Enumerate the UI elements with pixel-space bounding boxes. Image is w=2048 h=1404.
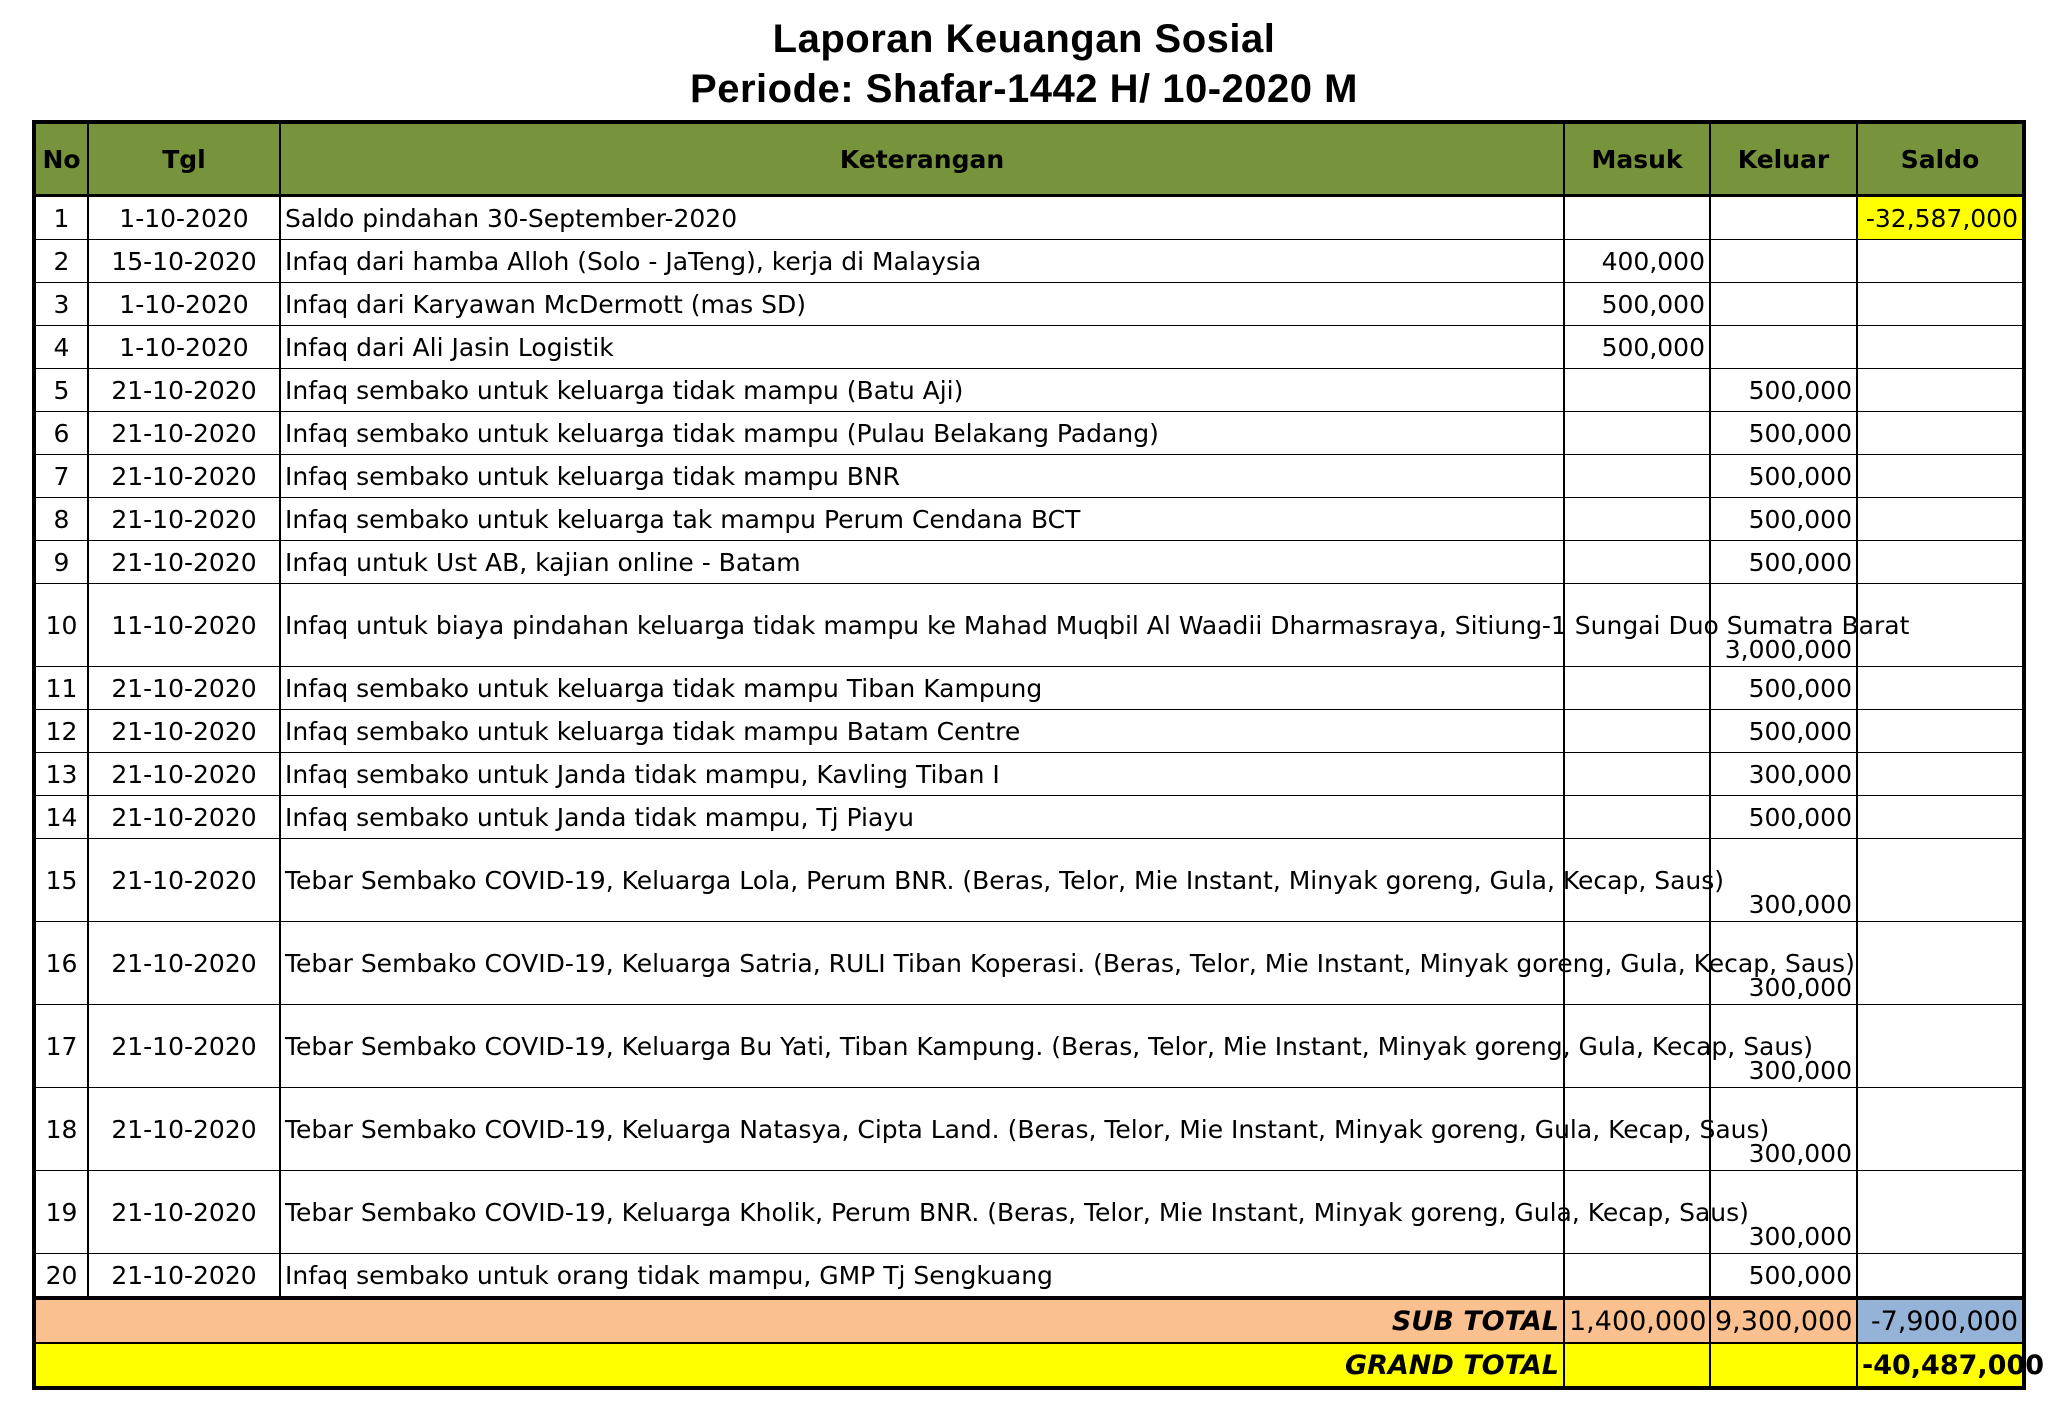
row-description: Infaq sembako untuk keluarga tak mampu Perum Cendana BCT — [280, 498, 1564, 541]
row-in — [1564, 196, 1710, 240]
row-description: Tebar Sembako COVID-19, Keluarga Satria, RULI Tiban Koperasi. (Beras, Telor, Mie Instant, Minyak goreng, Gula, Kecap, Saus) — [280, 922, 1564, 1005]
row-balance — [1857, 667, 2024, 710]
row-description: Infaq sembako untuk keluarga tidak mampu BNR — [280, 455, 1564, 498]
table-row — [34, 1171, 2024, 1254]
row-balance — [1857, 1005, 2024, 1088]
row-out: 300,000 — [1710, 1005, 1857, 1088]
row-in — [1564, 369, 1710, 412]
row-in — [1564, 796, 1710, 839]
row-out: 500,000 — [1710, 541, 1857, 584]
table-row — [34, 498, 2024, 541]
row-out: 500,000 — [1710, 498, 1857, 541]
row-date: 1-10-2020 — [88, 283, 280, 326]
row-description: Infaq sembako untuk keluarga tidak mampu Tiban Kampung — [280, 667, 1564, 710]
report-period: Periode: Shafar-1442 H/ 10-2020 M — [690, 67, 1358, 111]
row-balance — [1857, 796, 2024, 839]
row-no: 1 — [34, 196, 88, 240]
row-in — [1564, 412, 1710, 455]
report-titles — [0, 14, 2048, 114]
row-out: 3,000,000 — [1710, 584, 1857, 667]
row-date: 21-10-2020 — [88, 922, 280, 1005]
row-no: 7 — [34, 455, 88, 498]
row-no: 4 — [34, 326, 88, 369]
col-header-no: No — [34, 122, 88, 196]
row-description: Infaq sembako untuk keluarga tidak mampu (Pulau Belakang Padang) — [280, 412, 1564, 455]
row-date: 1-10-2020 — [88, 196, 280, 240]
table-row — [34, 369, 2024, 412]
row-in — [1564, 753, 1710, 796]
row-no: 6 — [34, 412, 88, 455]
row-description: Infaq sembako untuk keluarga tidak mampu (Batu Aji) — [280, 369, 1564, 412]
row-out: 500,000 — [1710, 710, 1857, 753]
row-out: 300,000 — [1710, 1088, 1857, 1171]
row-balance — [1857, 1088, 2024, 1171]
grandtotal-label: GRAND TOTAL — [34, 1343, 1564, 1388]
row-description: Tebar Sembako COVID-19, Keluarga Natasya, Cipta Land. (Beras, Telor, Mie Instant, Minyak goreng, Gula, Kecap, Saus) — [280, 1088, 1564, 1171]
table-row — [34, 1005, 2024, 1088]
row-balance — [1857, 839, 2024, 922]
row-date: 15-10-2020 — [88, 240, 280, 283]
row-description: Infaq untuk biaya pindahan keluarga tidak mampu ke Mahad Muqbil Al Waadii Dharmasraya, Sitiung-1 Sungai Duo Sumatra Barat — [280, 584, 1564, 667]
report-title: Laporan Keuangan Sosial — [772, 17, 1276, 61]
row-balance — [1857, 455, 2024, 498]
row-out: 500,000 — [1710, 667, 1857, 710]
row-no: 5 — [34, 369, 88, 412]
row-description: Infaq sembako untuk Janda tidak mampu, Tj Piayu — [280, 796, 1564, 839]
row-out: 500,000 — [1710, 455, 1857, 498]
subtotal-row — [34, 1298, 2024, 1343]
transaction-rows — [34, 196, 2024, 1299]
table-row — [34, 710, 2024, 753]
row-out: 300,000 — [1710, 1171, 1857, 1254]
row-no: 3 — [34, 283, 88, 326]
row-description: Saldo pindahan 30-September-2020 — [280, 196, 1564, 240]
grandtotal-out — [1710, 1343, 1857, 1388]
row-out: 500,000 — [1710, 1254, 1857, 1299]
row-date: 21-10-2020 — [88, 1171, 280, 1254]
row-balance — [1857, 541, 2024, 584]
row-description: Infaq sembako untuk Janda tidak mampu, Kavling Tiban I — [280, 753, 1564, 796]
row-no: 18 — [34, 1088, 88, 1171]
row-description: Infaq dari Ali Jasin Logistik — [280, 326, 1564, 369]
table-row — [34, 753, 2024, 796]
row-out: 500,000 — [1710, 369, 1857, 412]
row-date: 21-10-2020 — [88, 541, 280, 584]
table-row — [34, 196, 2024, 240]
row-in: 500,000 — [1564, 326, 1710, 369]
table-row — [34, 541, 2024, 584]
col-header-description: Keterangan — [280, 122, 1564, 196]
grandtotal-balance: -40,487,000 — [1857, 1343, 2024, 1388]
row-date: 21-10-2020 — [88, 796, 280, 839]
subtotal-balance: -7,900,000 — [1857, 1298, 2024, 1343]
row-no: 16 — [34, 922, 88, 1005]
row-in — [1564, 1254, 1710, 1299]
col-header-out: Keluar — [1710, 122, 1857, 196]
table-row — [34, 796, 2024, 839]
table-row — [34, 1254, 2024, 1299]
table-row — [34, 412, 2024, 455]
row-date: 21-10-2020 — [88, 667, 280, 710]
row-date: 21-10-2020 — [88, 369, 280, 412]
row-description: Infaq sembako untuk orang tidak mampu, GMP Tj Sengkuang — [280, 1254, 1564, 1299]
finance-table — [32, 120, 2045, 1390]
row-in — [1564, 498, 1710, 541]
subtotal-in: 1,400,000 — [1564, 1298, 1710, 1343]
row-no: 11 — [34, 667, 88, 710]
row-no: 15 — [34, 839, 88, 922]
row-balance — [1857, 412, 2024, 455]
row-balance — [1857, 922, 2024, 1005]
row-date: 21-10-2020 — [88, 839, 280, 922]
row-no: 8 — [34, 498, 88, 541]
table-row — [34, 455, 2024, 498]
row-description: Tebar Sembako COVID-19, Keluarga Bu Yati, Tiban Kampung. (Beras, Telor, Mie Instant, Minyak goreng, Gula, Kecap, Saus) — [280, 1005, 1564, 1088]
row-date: 11-10-2020 — [88, 584, 280, 667]
row-balance — [1857, 710, 2024, 753]
row-in — [1564, 455, 1710, 498]
row-out — [1710, 240, 1857, 283]
row-out — [1710, 196, 1857, 240]
row-no: 17 — [34, 1005, 88, 1088]
row-out — [1710, 326, 1857, 369]
subtotal-label: SUB TOTAL — [34, 1298, 1564, 1343]
row-date: 21-10-2020 — [88, 1088, 280, 1171]
grandtotal-in — [1564, 1343, 1710, 1388]
row-date: 21-10-2020 — [88, 455, 280, 498]
row-date: 21-10-2020 — [88, 710, 280, 753]
row-out: 300,000 — [1710, 753, 1857, 796]
row-balance — [1857, 283, 2024, 326]
col-header-date: Tgl — [88, 122, 280, 196]
row-out: 500,000 — [1710, 796, 1857, 839]
row-date: 21-10-2020 — [88, 1254, 280, 1299]
row-balance — [1857, 369, 2024, 412]
row-out: 300,000 — [1710, 922, 1857, 1005]
row-no: 19 — [34, 1171, 88, 1254]
col-header-in: Masuk — [1564, 122, 1710, 196]
row-balance: -32,587,000 — [1857, 196, 2024, 240]
subtotal-out: 9,300,000 — [1710, 1298, 1857, 1343]
table-row — [34, 584, 2024, 667]
row-balance — [1857, 1254, 2024, 1299]
row-no: 2 — [34, 240, 88, 283]
row-date: 21-10-2020 — [88, 753, 280, 796]
row-description: Tebar Sembako COVID-19, Keluarga Kholik, Perum BNR. (Beras, Telor, Mie Instant, Minyak goreng, Gula, Kecap, Saus) — [280, 1171, 1564, 1254]
row-no: 12 — [34, 710, 88, 753]
table-row — [34, 240, 2024, 283]
table-row — [34, 922, 2024, 1005]
row-description: Tebar Sembako COVID-19, Keluarga Lola, Perum BNR. (Beras, Telor, Mie Instant, Minyak goreng, Gula, Kecap, Saus) — [280, 839, 1564, 922]
header-row — [34, 122, 2024, 196]
row-in — [1564, 710, 1710, 753]
row-date: 21-10-2020 — [88, 498, 280, 541]
row-out — [1710, 283, 1857, 326]
row-balance — [1857, 240, 2024, 283]
row-no: 14 — [34, 796, 88, 839]
row-no: 10 — [34, 584, 88, 667]
row-no: 13 — [34, 753, 88, 796]
row-date: 21-10-2020 — [88, 1005, 280, 1088]
row-description: Infaq sembako untuk keluarga tidak mampu Batam Centre — [280, 710, 1564, 753]
row-no: 20 — [34, 1254, 88, 1299]
col-header-balance: Saldo — [1857, 122, 2024, 196]
row-no: 9 — [34, 541, 88, 584]
row-date: 1-10-2020 — [88, 326, 280, 369]
table-row — [34, 667, 2024, 710]
row-out: 500,000 — [1710, 412, 1857, 455]
row-description: Infaq dari Karyawan McDermott (mas SD) — [280, 283, 1564, 326]
row-balance — [1857, 498, 2024, 541]
table-row — [34, 1088, 2024, 1171]
table-row — [34, 839, 2024, 922]
row-balance — [1857, 326, 2024, 369]
row-description: Infaq dari hamba Alloh (Solo - JaTeng), kerja di Malaysia — [280, 240, 1564, 283]
table-row — [34, 326, 2024, 369]
row-description: Infaq untuk Ust AB, kajian online - Batam — [280, 541, 1564, 584]
row-in: 400,000 — [1564, 240, 1710, 283]
table-row — [34, 283, 2024, 326]
grandtotal-row — [34, 1343, 2024, 1388]
row-in — [1564, 667, 1710, 710]
row-in — [1564, 541, 1710, 584]
row-out: 300,000 — [1710, 839, 1857, 922]
row-in: 500,000 — [1564, 283, 1710, 326]
row-balance — [1857, 1171, 2024, 1254]
row-date: 21-10-2020 — [88, 412, 280, 455]
row-balance — [1857, 753, 2024, 796]
